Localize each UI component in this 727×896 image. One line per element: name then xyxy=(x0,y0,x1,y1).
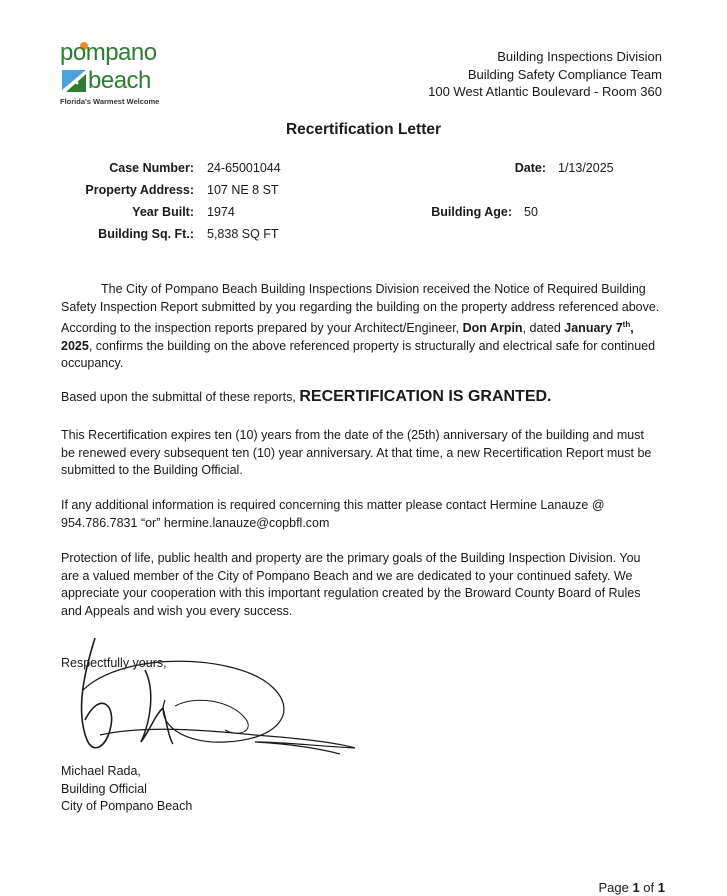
pompano-beach-logo xyxy=(60,40,170,110)
property-address-label: Property Address: xyxy=(85,183,194,197)
paragraph-granted xyxy=(61,388,661,407)
page-of: of xyxy=(639,880,658,895)
p1-text-c: , confirms the building on the above referenced property is structurally and electrical safe for continued occupancy. xyxy=(61,338,656,371)
page-number xyxy=(598,880,665,895)
logo-tagline: Florida's Warmest Welcome xyxy=(60,97,160,106)
signer-block xyxy=(61,763,192,816)
paragraph-safety xyxy=(61,550,661,620)
signer-title: Building Official xyxy=(61,781,147,796)
page-total: 1 xyxy=(657,880,665,895)
property-address-value: 107 NE 8 ST xyxy=(207,183,279,197)
signer-org: City of Pompano Beach xyxy=(61,799,193,813)
p3-text: This Recertification expires ten (10) years from the date of the (25th) anniversary of the building and must be renewed every subsequent ten (10) year anniversary. At that time, a new Recertification Report must be submitted to the Building Official. xyxy=(61,428,652,477)
building-sqft-value: 5,838 SQ FT xyxy=(207,227,279,241)
building-sqft-label: Building Sq. Ft.: xyxy=(98,227,194,241)
page-prefix: Page xyxy=(598,880,633,895)
paragraph-notice xyxy=(61,281,661,373)
p2-text: Based upon the submittal of these reports, xyxy=(61,390,300,404)
p1-text-b: , dated xyxy=(522,321,565,336)
closing-salutation: Respectfully yours, xyxy=(61,656,167,670)
page-current: 1 xyxy=(632,880,640,895)
department-header xyxy=(428,48,662,101)
report-date-suffix: th xyxy=(622,320,631,329)
case-number-label: Case Number: xyxy=(109,161,194,175)
team-name: Building Safety Compliance Team xyxy=(467,66,662,82)
p5-text: Protection of life, public health and property are the primary goals of the Building Inspection Division. You are a valued member of the City of Pompano Beach and we are dedicated to your continued safety. We appreciate your cooperation with this important regulation created by the Broward County Board of Rules and Appeals and wish you every success. xyxy=(61,551,641,618)
paragraph-expiration xyxy=(61,427,661,480)
handwritten-signature xyxy=(55,630,375,760)
report-date-year: , 2025 xyxy=(61,321,634,353)
signer-name: Michael Rada, xyxy=(61,764,141,778)
date-value: 1/13/2025 xyxy=(558,161,614,175)
paragraph-contact xyxy=(61,497,661,532)
case-number-value: 24-65001044 xyxy=(207,161,281,175)
letter-title: Recertification Letter xyxy=(285,121,442,138)
granted-statement: RECERTIFICATION IS GRANTED. xyxy=(299,388,552,405)
logo-line1: pompano xyxy=(60,39,157,66)
engineer-name: Don Arpin xyxy=(462,321,523,336)
year-built-label: Year Built: xyxy=(132,205,194,219)
building-age-label: Building Age: xyxy=(431,205,512,219)
division-name: Building Inspections Division xyxy=(497,49,662,64)
p1-text-a: The City of Pompano Beach Building Inspections Division received the Notice of Required Building Safety Inspection Report submitted by you regarding the building on the property address referenced above. According to the inspection reports prepared by your Architect/Engineer, xyxy=(61,282,660,336)
report-date-main: January 7 xyxy=(564,321,623,336)
p4-text: If any additional information is required concerning this matter please contact Hermine Lanauze @ 954.786.7831 “or” hermine.lanauze@copbfl.com xyxy=(61,498,605,530)
date-label: Date: xyxy=(514,161,546,175)
logo-line2: beach xyxy=(88,67,151,94)
building-age-value: 50 xyxy=(524,205,538,219)
year-built-value: 1974 xyxy=(207,205,235,219)
office-address: 100 West Atlantic Boulevard - Room 360 xyxy=(428,84,662,99)
